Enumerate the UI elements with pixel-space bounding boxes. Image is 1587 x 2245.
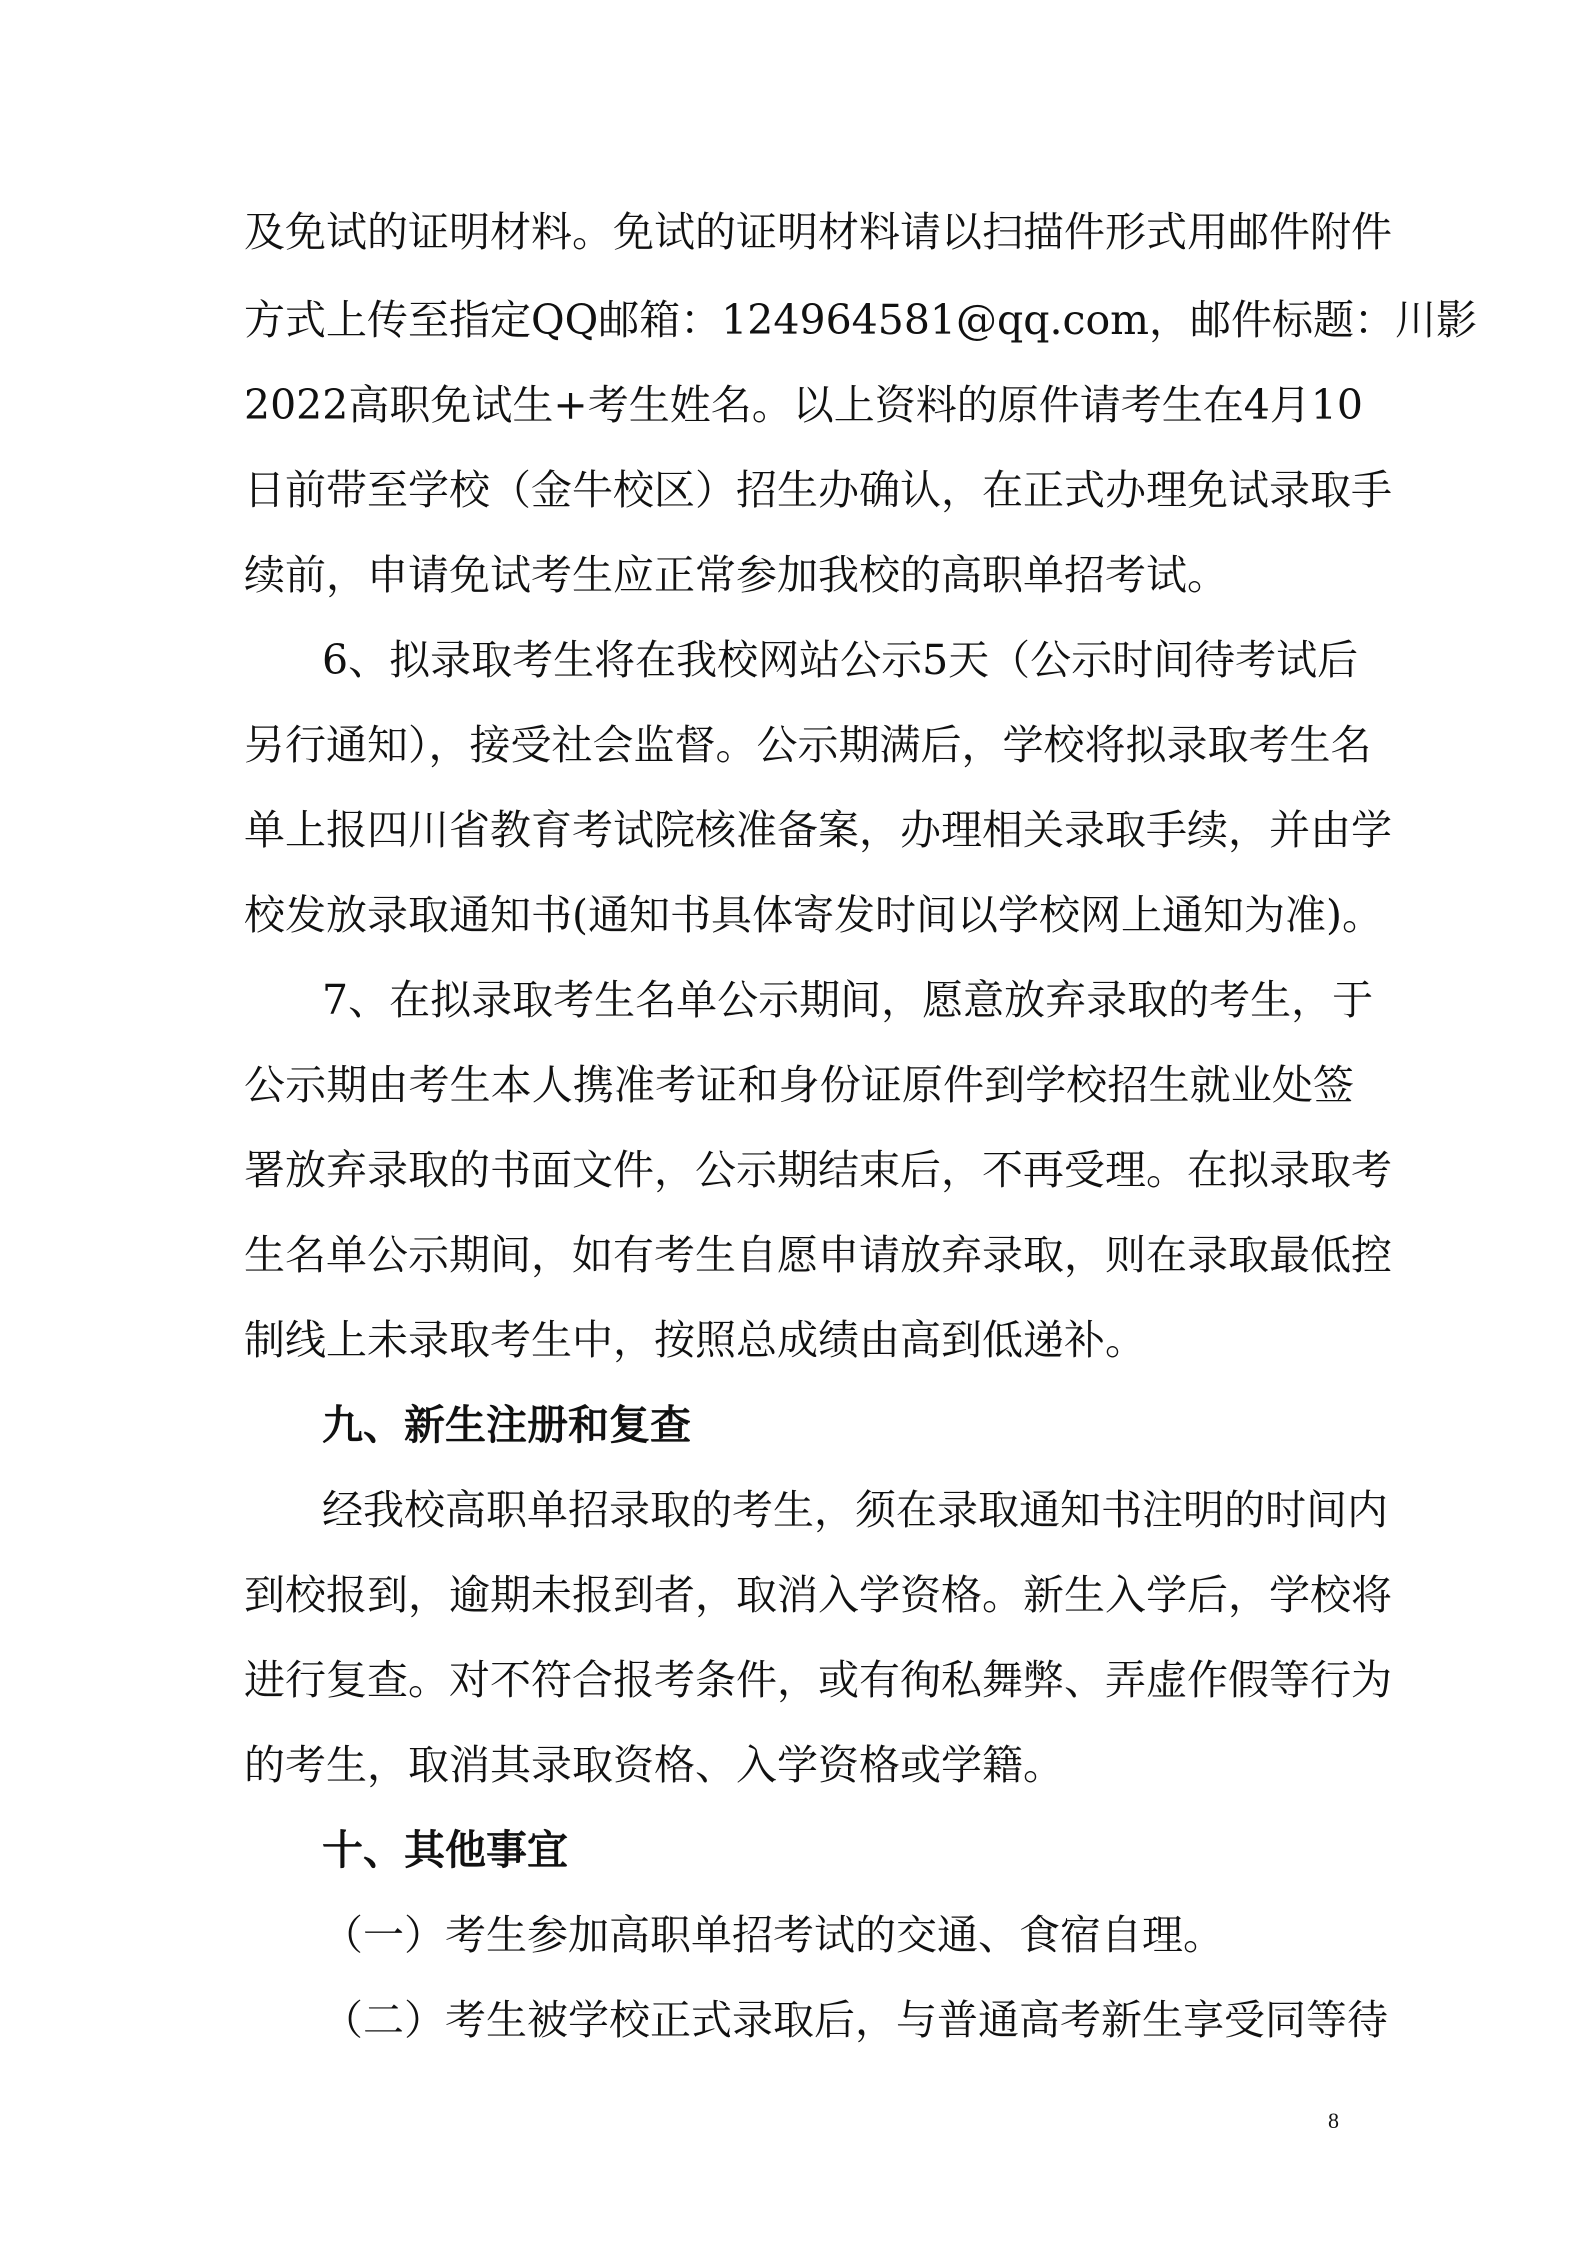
paragraph-line: 单上报四川省教育考试院核准备案，办理相关录取手续，并由学 — [244, 806, 1392, 854]
paragraph-line: 日前带至学校（金牛校区）招生办确认，在正式办理免试录取手 — [244, 466, 1392, 514]
paragraph-first-line: 7、在拟录取考生名单公示期间，愿意放弃录取的考生，于 — [322, 976, 1374, 1024]
paragraph-line: 及免试的证明材料。免试的证明材料请以扫描件形式用邮件附件 — [244, 208, 1392, 256]
section-heading: 九、新生注册和复查 — [322, 1401, 691, 1449]
paragraph-line: 进行复查。对不符合报考条件，或有徇私舞弊、弄虚作假等行为 — [244, 1656, 1392, 1704]
page-number: 8 — [1328, 2108, 1339, 2133]
paragraph-line: 2022高职免试生+考生姓名。以上资料的原件请考生在4月10 — [244, 381, 1363, 429]
paragraph-line: （一）考生参加高职单招考试的交通、食宿自理。 — [322, 1911, 1224, 1959]
paragraph-first-line: 经我校高职单招录取的考生，须在录取通知书注明的时间内 — [322, 1486, 1388, 1534]
paragraph-line: 的考生，取消其录取资格、入学资格或学籍。 — [244, 1741, 1064, 1789]
paragraph-line: 续前，申请免试考生应正常参加我校的高职单招考试。 — [244, 551, 1228, 599]
paragraph-line: （二）考生被学校正式录取后，与普通高考新生享受同等待 — [322, 1996, 1388, 2044]
paragraph-line: 制线上未录取考生中，按照总成绩由高到低递补。 — [244, 1316, 1146, 1364]
paragraph-line: 方式上传至指定QQ邮箱：124964581@qq.com，邮件标题：川影 — [244, 296, 1478, 344]
paragraph-line: 公示期由考生本人携准考证和身份证原件到学校招生就业处签 — [244, 1061, 1354, 1109]
paragraph-line: 校发放录取通知书(通知书具体寄发时间以学校网上通知为准)。 — [244, 891, 1383, 939]
section-heading: 十、其他事宜 — [322, 1826, 568, 1874]
paragraph-line: 生名单公示期间，如有考生自愿申请放弃录取，则在录取最低控 — [244, 1231, 1392, 1279]
paragraph-line: 另行通知），接受社会监督。公示期满后，学校将拟录取考生名 — [244, 721, 1372, 769]
paragraph-first-line: 6、拟录取考生将在我校网站公示5天（公示时间待考试后 — [322, 636, 1359, 684]
paragraph-line: 到校报到，逾期未报到者，取消入学资格。新生入学后，学校将 — [244, 1571, 1392, 1619]
paragraph-line: 署放弃录取的书面文件，公示期结束后，不再受理。在拟录取考 — [244, 1146, 1392, 1194]
